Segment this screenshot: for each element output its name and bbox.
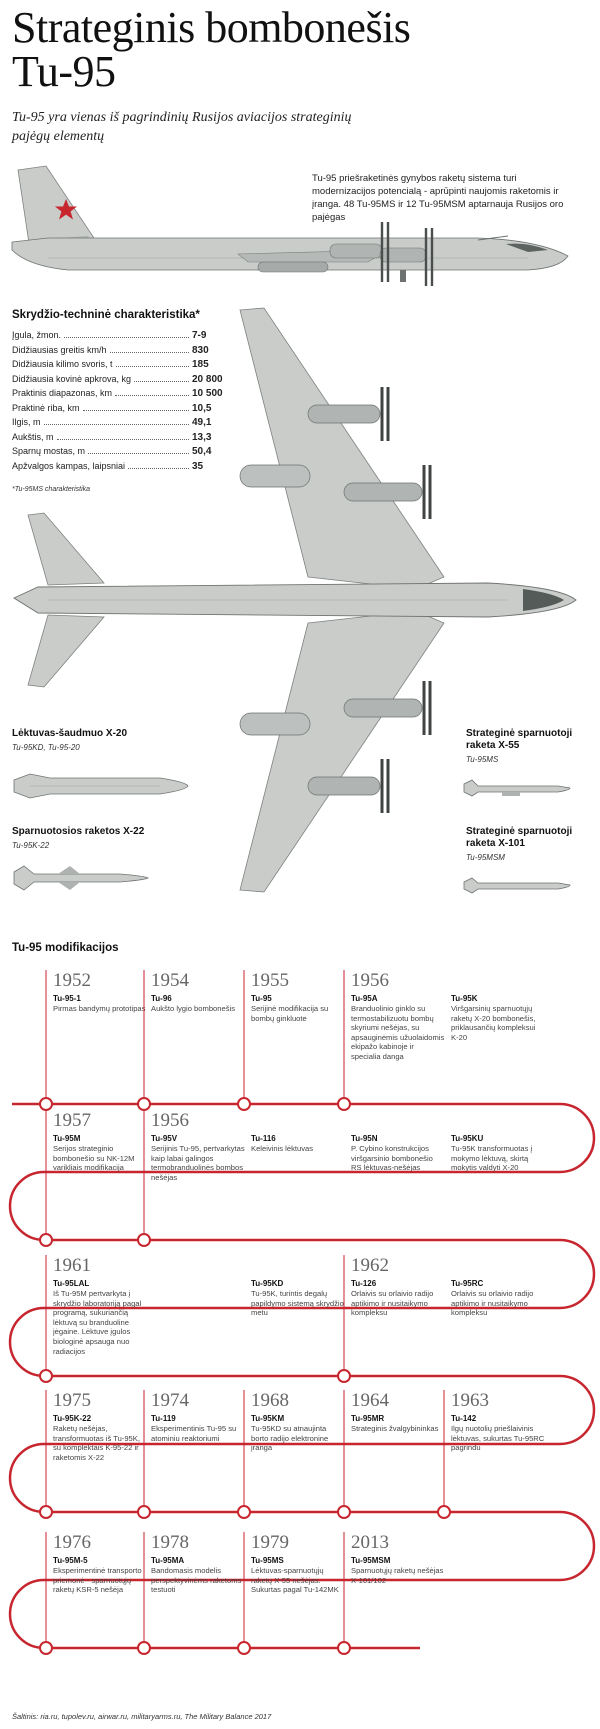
timeline-description: Eksperimentinis Tu-95 su atominiu reaktoriumi: [151, 1424, 237, 1443]
timeline-entry: [151, 1532, 245, 1595]
timeline-description: Ilgų nuotolių priešlaivinis lėktuvas, sukurtas Tu-95RC pagrindu: [451, 1424, 545, 1453]
timeline-description: Lėktuvas-sparnuotųjų raketų X-55 nešėjas. Sukurtas pagal Tu-142MK: [251, 1566, 339, 1595]
timeline-year: 1954: [151, 970, 189, 991]
timeline-year: 1962: [351, 1255, 389, 1276]
timeline-model: Tu-95KU: [451, 1134, 484, 1143]
timeline-entry: [351, 970, 445, 1062]
weapon-x20: Lėktuvas-šaudmuo X-20 Tu-95KD, Tu-95-20: [12, 728, 128, 752]
timeline-model: Tu-95K: [451, 994, 478, 1003]
timeline-entry: [451, 1390, 545, 1453]
missile-x101-icon: [462, 874, 572, 896]
spec-row: Ilgis, m 49,1: [12, 417, 212, 428]
timeline-description: Tu-95K transformuotas į mokymo lėktuvą, skirtą mokytis valdyti X-20: [451, 1144, 533, 1173]
spec-row: Didžiausia kovinė apkrova, kg 20 800: [12, 373, 223, 385]
timeline-description: Keleivinis lėktuvas: [251, 1144, 314, 1153]
timeline-entry: [451, 1110, 545, 1173]
timeline-entry: [151, 1390, 245, 1443]
top-view-illustration: [8, 305, 598, 895]
timeline-year: 1955: [251, 970, 289, 991]
specs-footnote: *Tu-95MS charakteristika: [12, 486, 91, 493]
timeline-model: Tu-95MR: [351, 1414, 385, 1423]
timeline-model: Tu-116: [251, 1134, 276, 1143]
spec-row: Apžvalgos kampas, laipsniai 35: [12, 460, 204, 472]
top-wing-upper: [240, 308, 444, 589]
timeline-model: Tu-95MS: [251, 1556, 284, 1565]
timeline-model: Tu-95V: [151, 1134, 178, 1143]
timeline-entry: [451, 970, 545, 1042]
weapon-x55: Strateginė sparnuotoji raketa X-55 Tu-95MS: [466, 728, 573, 764]
timeline-model: Tu-95M-5: [53, 1556, 88, 1565]
timeline-year: 1975: [53, 1390, 91, 1411]
timeline-model: Tu-95M: [53, 1134, 81, 1143]
modifications-title: Tu-95 modifikacijos: [12, 942, 119, 954]
timeline-entry: [251, 1390, 345, 1453]
specs-title: Skrydžio-techninė charakteristika*: [12, 309, 200, 321]
sources: Šaltinis: ria.ru, tupolev.ru, airwar.ru, militaryarms.ru, The Military Balance 2017: [12, 1712, 272, 1721]
timeline-year: 1952: [53, 970, 91, 991]
weapon-x22: Sparnuotosios raketos X-22 Tu-95K-22: [12, 826, 145, 850]
timeline-year: 1963: [451, 1390, 489, 1411]
timeline-model: Tu-95LAL: [53, 1279, 90, 1288]
timeline-year: 1979: [251, 1532, 289, 1553]
timeline-entry: [53, 1390, 147, 1462]
intro-text: Tu-95 priešraketinės gynybos raketų sistema turi modernizacijos potencialą - aprūpinti naujomis raketomis ir įranga. 48 Tu-95MS ir 12 Tu-95MSM aptarnauja Rusijos oro pajėgas: [312, 173, 564, 223]
timeline-description: P. Cybino konstrukcijos viršgarsinio bombonešio RS lėktuvas-nešėjas: [351, 1144, 433, 1173]
timeline-entry: [351, 1110, 445, 1173]
timeline-year: 1978: [151, 1532, 189, 1553]
timeline-year: 1976: [53, 1532, 91, 1553]
timeline-model: Tu-95N: [351, 1134, 378, 1143]
timeline-model: Tu-119: [151, 1414, 176, 1423]
spec-row: Didžiausias greitis km/h 830: [12, 344, 209, 356]
timeline-description: Tu-95KD su atnaujinta borto radijo elektronine įranga: [251, 1424, 329, 1453]
timeline-description: Serijos strateginio bombonešio su NK-12M varikliais modifikacija: [53, 1144, 135, 1173]
timeline-description: Iš Tu-95M pertvarkyta į skrydžio laboratoriją pagal programą, sukuriančią lėktuvą su branduoline jėgaine. Lėktuve įgulos biologinė apsauga nuo radiacijos: [53, 1289, 142, 1356]
timeline-year: [351, 1110, 445, 1134]
timeline-model: Tu-95KM: [251, 1414, 285, 1423]
weapon-x101: Strateginė sparnuotoji raketa X-101 Tu-95MSM: [466, 826, 573, 862]
timeline-entry: [151, 1110, 245, 1182]
spec-row: Sparnų mostas, m 50,4: [12, 446, 212, 457]
timeline-year: [451, 1110, 545, 1134]
timeline-entry: [351, 1390, 445, 1434]
timeline-year: [251, 1110, 345, 1134]
timeline-description: Tu-95K, turintis degalų papildymo sistemą skrydžio metu: [251, 1289, 344, 1318]
timeline-model: Tu-95K-22: [53, 1414, 92, 1423]
timeline-entry: [251, 970, 345, 1023]
spec-row: Aukštis, m 13,3: [12, 431, 212, 443]
missile-x22-icon: [10, 862, 150, 894]
top-tailplane: [28, 513, 104, 585]
timeline-entry: [53, 970, 147, 1014]
timeline-model: Tu-95: [251, 994, 272, 1003]
spec-row: Didžiausia kilimo svoris, t 185: [12, 359, 209, 370]
spec-row: Praktinis diapazonas, km 10 500: [12, 388, 223, 399]
timeline-year: 1968: [251, 1390, 289, 1411]
timeline-description: Branduolinio ginklo su termostabilizuotu bombų skyriumi nešėjas, su apsauginėmis užuolaidomis ekipažo kabinoje ir specialia danga: [351, 1004, 445, 1061]
missile-x55-icon: [462, 776, 572, 800]
timeline-description: Eksperimentinė transporto priemonė - sparnuotųjų raketų KSR-5 nešėja: [53, 1566, 142, 1595]
timeline-description: Aukšto lygio bombonešis: [151, 1004, 235, 1013]
timeline-year: 1957: [53, 1110, 91, 1131]
timeline-description: Raketų nešėjas, transformuotas iš Tu-95K, su komplektais K-95-22 ir raketomis X-22: [53, 1424, 140, 1462]
timeline-description: Orlaivis su orlaivio radijo aptikimo ir nusitaikymo kompleksu: [451, 1289, 534, 1318]
timeline-entry: [251, 1532, 345, 1595]
timeline-year: 1964: [351, 1390, 389, 1411]
timeline-entry: [53, 1532, 147, 1595]
timeline-description: Strateginis žvalgybininkas: [351, 1424, 439, 1433]
timeline-year: [251, 1255, 345, 1279]
title-line-1: Strateginis bombonešis: [12, 3, 411, 52]
timeline-entry: [351, 1255, 445, 1318]
timeline-entry: [53, 1255, 147, 1356]
subtitle: Tu-95 yra vienas iš pagrindinių Rusijos aviacijos strateginių pajėgų elementų: [12, 110, 352, 144]
page-title: [12, 3, 411, 96]
timeline-model: Tu-96: [151, 994, 172, 1003]
timeline-description: Serijinis Tu-95, pertvarkytas kaip labai galingos termobranduolinės bombos nešėjas: [151, 1144, 245, 1182]
timeline-entry: [451, 1255, 545, 1318]
timeline-entry: [351, 1532, 445, 1585]
timeline-year: 2013: [351, 1532, 389, 1553]
timeline-year: [451, 1255, 545, 1279]
timeline-year: 1974: [151, 1390, 189, 1411]
timeline-entry: [151, 970, 245, 1014]
timeline-description: Orlaivis su orlaivio radijo aptikimo ir nusitaikymo kompleksu: [351, 1289, 434, 1318]
timeline-year: [451, 970, 545, 994]
timeline-description: Serijinė modifikacija su bombų ginkluote: [251, 1004, 329, 1023]
timeline-model: Tu-126: [351, 1279, 377, 1288]
timeline-year: 1961: [53, 1255, 91, 1276]
spec-row: Įgula, žmon. 7-9: [12, 330, 207, 341]
timeline-model: Tu-95RC: [451, 1279, 484, 1288]
timeline-model: Tu-142: [451, 1414, 477, 1423]
timeline-entry: [251, 1110, 345, 1154]
timeline-year: 1956: [151, 1110, 189, 1131]
timeline-description: Bandomasis modelis perspektyvinėms raketoms testuoti: [151, 1566, 242, 1595]
timeline-description: Pirmas bandymų prototipas: [53, 1004, 146, 1013]
spec-row: Praktinė riba, km 10,5: [12, 402, 212, 414]
timeline-model: Tu-95MSM: [351, 1556, 391, 1565]
timeline-year: 1956: [351, 970, 389, 991]
timeline-model: Tu-95MA: [151, 1556, 185, 1565]
timeline-description: Viršgarsinių sparnuotųjų raketų X-20 bombonešis, priklausančių kompleksui K-20: [451, 1004, 536, 1042]
timeline-entry: [251, 1255, 345, 1318]
missile-x20-icon: [10, 768, 190, 804]
timeline-entry: [53, 1110, 147, 1173]
timeline-model: Tu-95A: [351, 994, 378, 1003]
title-line-2: Tu-95: [12, 47, 116, 96]
timeline-model: Tu-95-1: [53, 994, 81, 1003]
timeline-description: Sparnuotųjų raketų nešėjas X-101/102: [351, 1566, 444, 1585]
timeline-model: Tu-95KD: [251, 1279, 284, 1288]
top-wing-lower: [240, 611, 444, 892]
